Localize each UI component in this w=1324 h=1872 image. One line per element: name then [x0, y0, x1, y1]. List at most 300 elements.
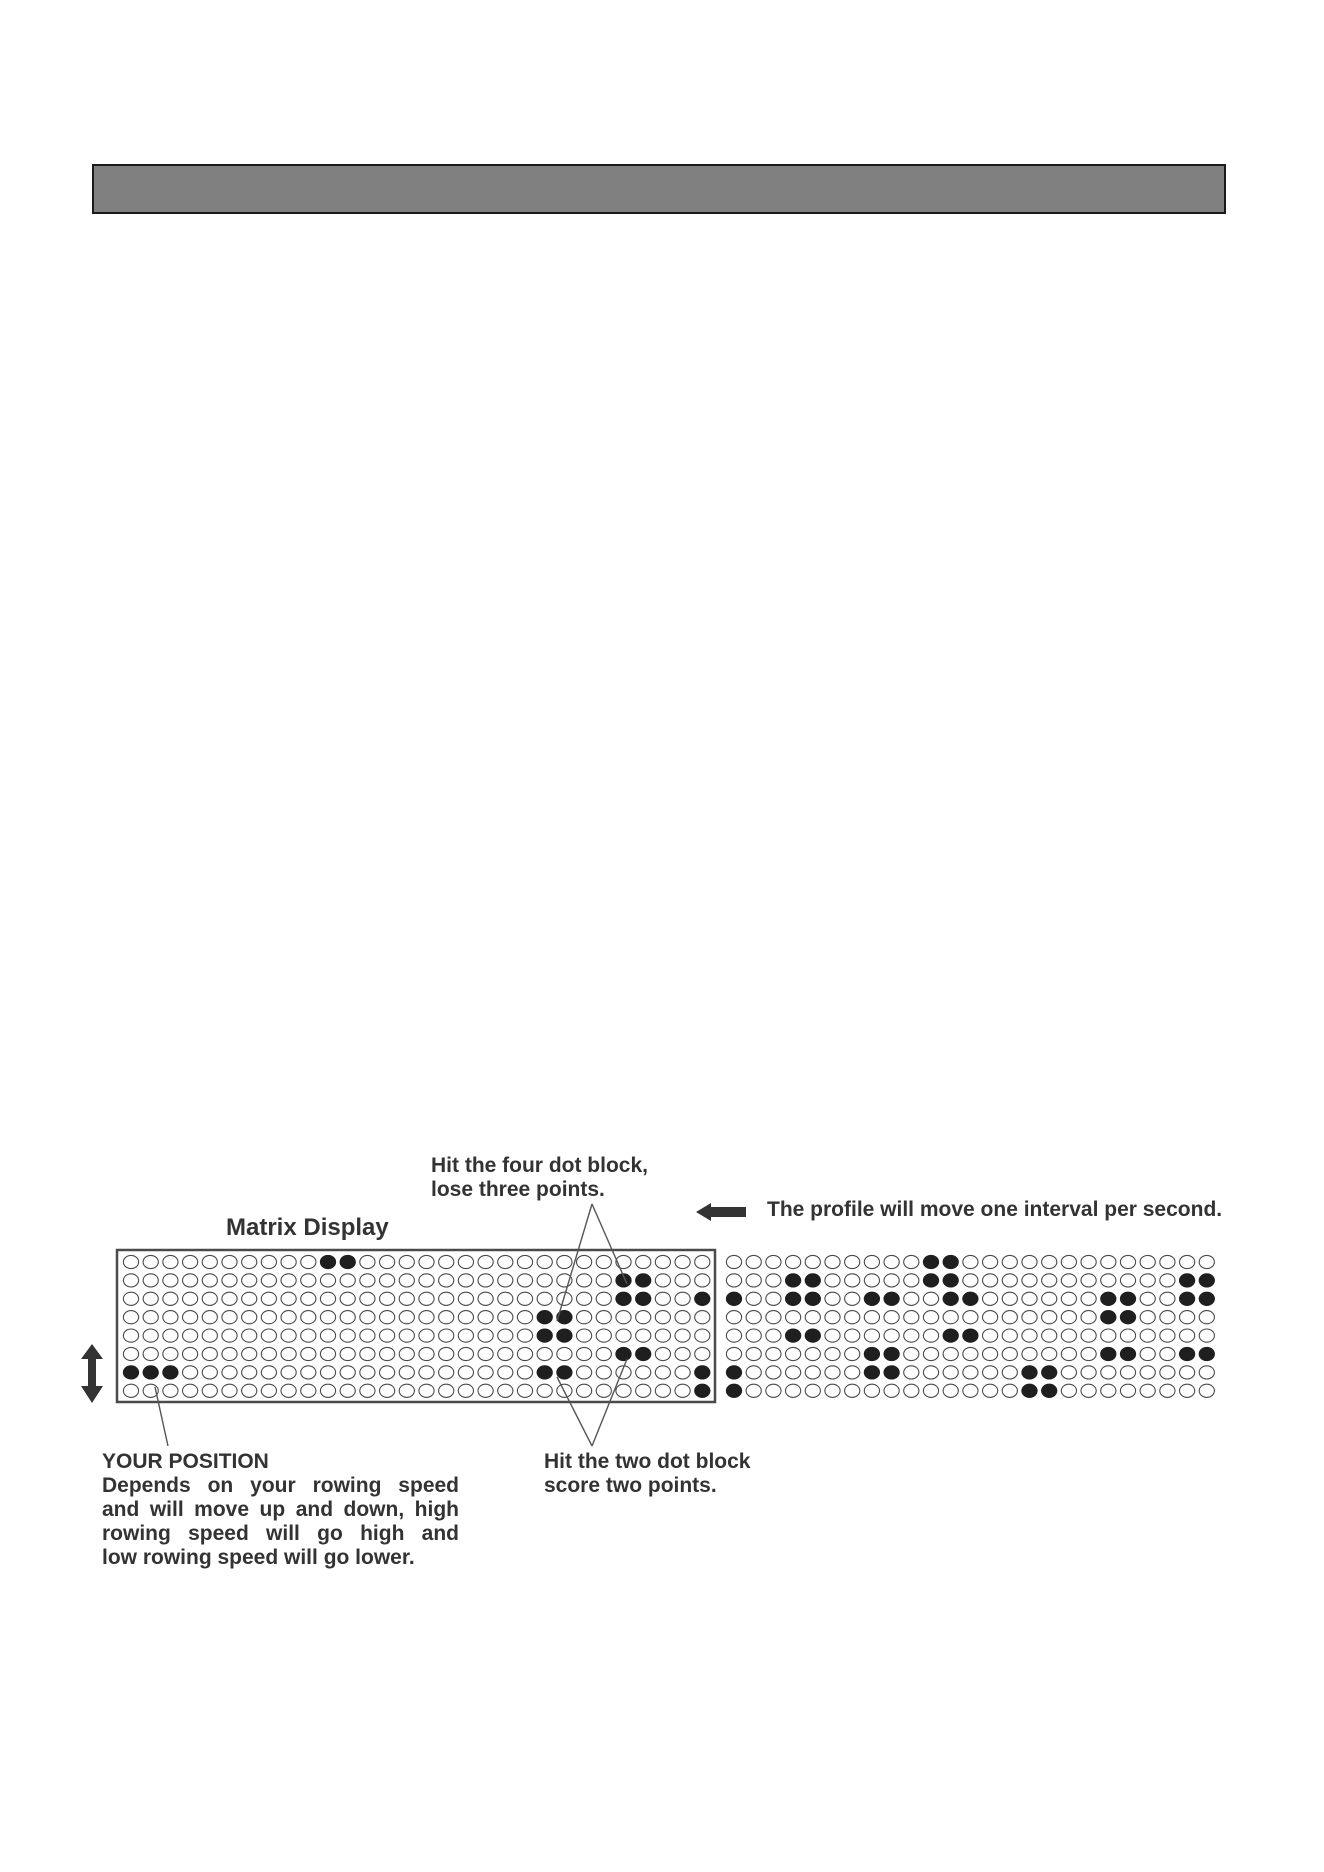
matrix-dot-empty: [281, 1384, 296, 1397]
matrix-dot-empty: [655, 1255, 670, 1268]
matrix-dot-empty: [1199, 1329, 1214, 1342]
matrix-dot-empty: [380, 1347, 395, 1360]
matrix-dot-empty: [904, 1366, 919, 1379]
matrix-dot-empty: [1042, 1311, 1057, 1324]
matrix-dot-empty: [360, 1311, 375, 1324]
matrix-dot-filled: [805, 1292, 820, 1305]
matrix-dot-empty: [1081, 1366, 1096, 1379]
matrix-dot-empty: [1081, 1292, 1096, 1305]
matrix-dot-filled: [1199, 1274, 1214, 1287]
matrix-dot-filled: [537, 1329, 552, 1342]
matrix-dot-empty: [498, 1255, 513, 1268]
matrix-dot-empty: [636, 1255, 651, 1268]
matrix-dot-empty: [143, 1347, 158, 1360]
matrix-dot-empty: [1140, 1366, 1155, 1379]
matrix-dot-empty: [1061, 1329, 1076, 1342]
matrix-dot-empty: [805, 1255, 820, 1268]
matrix-dot-empty: [1061, 1274, 1076, 1287]
up-down-arrow-icon: [81, 1344, 103, 1403]
matrix-dot-empty: [1042, 1347, 1057, 1360]
matrix-dot-empty: [864, 1274, 879, 1287]
matrix-dot-empty: [577, 1311, 592, 1324]
matrix-dot-empty: [766, 1255, 781, 1268]
matrix-dot-empty: [695, 1329, 710, 1342]
matrix-dot-empty: [1101, 1384, 1116, 1397]
matrix-dot-empty: [439, 1347, 454, 1360]
matrix-dot-empty: [439, 1366, 454, 1379]
matrix-dot-empty: [537, 1347, 552, 1360]
matrix-dot-empty: [399, 1329, 414, 1342]
matrix-dot-empty: [695, 1311, 710, 1324]
matrix-dot-empty: [963, 1255, 978, 1268]
matrix-dot-empty: [261, 1366, 276, 1379]
matrix-dot-empty: [1140, 1329, 1155, 1342]
matrix-dot-empty: [517, 1347, 532, 1360]
matrix-dot-empty: [1160, 1255, 1175, 1268]
matrix-dot-empty: [419, 1274, 434, 1287]
matrix-dot-empty: [419, 1292, 434, 1305]
matrix-dot-empty: [163, 1292, 178, 1305]
matrix-dot-empty: [1120, 1274, 1135, 1287]
matrix-dot-empty: [746, 1274, 761, 1287]
matrix-dot-empty: [1180, 1329, 1195, 1342]
matrix-dot-empty: [963, 1366, 978, 1379]
matrix-dot-empty: [183, 1384, 198, 1397]
matrix-dot-empty: [904, 1255, 919, 1268]
matrix-dot-empty: [1002, 1274, 1017, 1287]
matrix-dot-empty: [963, 1274, 978, 1287]
matrix-dot-empty: [766, 1384, 781, 1397]
matrix-dot-empty: [301, 1366, 316, 1379]
matrix-dot-empty: [675, 1366, 690, 1379]
matrix-dot-empty: [904, 1384, 919, 1397]
matrix-dot-empty: [202, 1329, 217, 1342]
matrix-dot-empty: [577, 1384, 592, 1397]
matrix-dot-filled: [1180, 1274, 1195, 1287]
matrix-dot-empty: [596, 1384, 611, 1397]
matrix-dot-empty: [123, 1311, 138, 1324]
matrix-dot-empty: [1120, 1255, 1135, 1268]
matrix-dot-empty: [458, 1384, 473, 1397]
matrix-dot-filled: [636, 1274, 651, 1287]
matrix-dot-empty: [577, 1347, 592, 1360]
matrix-dot-filled: [1120, 1347, 1135, 1360]
matrix-dot-empty: [1199, 1366, 1214, 1379]
matrix-dot-empty: [786, 1384, 801, 1397]
matrix-dot-filled: [943, 1329, 958, 1342]
matrix-dot-empty: [320, 1347, 335, 1360]
matrix-dot-empty: [1081, 1274, 1096, 1287]
matrix-dot-filled: [695, 1366, 710, 1379]
matrix-dot-empty: [301, 1329, 316, 1342]
matrix-dot-empty: [399, 1255, 414, 1268]
matrix-dot-empty: [1160, 1311, 1175, 1324]
matrix-dot-empty: [845, 1255, 860, 1268]
matrix-dot-empty: [655, 1329, 670, 1342]
matrix-dot-filled: [123, 1366, 138, 1379]
matrix-dot-empty: [123, 1292, 138, 1305]
matrix-dot-empty: [746, 1329, 761, 1342]
matrix-dot-filled: [537, 1366, 552, 1379]
matrix-dot-empty: [1061, 1384, 1076, 1397]
matrix-dot-empty: [419, 1384, 434, 1397]
matrix-dot-empty: [419, 1366, 434, 1379]
matrix-dot-empty: [596, 1274, 611, 1287]
matrix-dot-empty: [596, 1255, 611, 1268]
matrix-dot-empty: [695, 1347, 710, 1360]
matrix-dot-empty: [675, 1384, 690, 1397]
matrix-dot-empty: [636, 1329, 651, 1342]
matrix-dot-empty: [766, 1347, 781, 1360]
matrix-dot-empty: [904, 1274, 919, 1287]
matrix-dot-empty: [183, 1347, 198, 1360]
matrix-dot-empty: [143, 1292, 158, 1305]
matrix-display-title: Matrix Display: [226, 1214, 389, 1241]
matrix-dot-empty: [458, 1255, 473, 1268]
matrix-dot-empty: [1022, 1311, 1037, 1324]
matrix-dot-empty: [163, 1274, 178, 1287]
matrix-dot-empty: [845, 1329, 860, 1342]
matrix-dot-filled: [1042, 1384, 1057, 1397]
matrix-dot-empty: [983, 1255, 998, 1268]
matrix-dot-empty: [1081, 1384, 1096, 1397]
matrix-dot-empty: [864, 1255, 879, 1268]
matrix-dot-empty: [399, 1366, 414, 1379]
matrix-dot-empty: [360, 1292, 375, 1305]
matrix-dot-empty: [557, 1255, 572, 1268]
matrix-dot-empty: [301, 1255, 316, 1268]
matrix-dot-empty: [825, 1347, 840, 1360]
matrix-dot-empty: [183, 1311, 198, 1324]
matrix-dot-empty: [478, 1347, 493, 1360]
matrix-dot-empty: [825, 1329, 840, 1342]
matrix-dot-empty: [517, 1311, 532, 1324]
matrix-dot-empty: [242, 1255, 257, 1268]
matrix-dot-empty: [1002, 1311, 1017, 1324]
matrix-dot-empty: [695, 1255, 710, 1268]
matrix-dot-empty: [596, 1366, 611, 1379]
matrix-dot-empty: [123, 1274, 138, 1287]
matrix-dot-empty: [1140, 1384, 1155, 1397]
matrix-dot-empty: [1002, 1255, 1017, 1268]
matrix-dot-empty: [478, 1255, 493, 1268]
matrix-dot-filled: [1101, 1292, 1116, 1305]
matrix-dot-empty: [923, 1292, 938, 1305]
matrix-dot-empty: [261, 1311, 276, 1324]
matrix-dot-filled: [1042, 1366, 1057, 1379]
matrix-dot-empty: [1140, 1274, 1155, 1287]
matrix-dot-empty: [1002, 1347, 1017, 1360]
matrix-dot-empty: [1199, 1255, 1214, 1268]
matrix-dot-empty: [478, 1384, 493, 1397]
matrix-dot-empty: [281, 1311, 296, 1324]
matrix-dot-empty: [1160, 1384, 1175, 1397]
matrix-dot-empty: [845, 1292, 860, 1305]
matrix-dot-empty: [786, 1366, 801, 1379]
matrix-dot-empty: [746, 1292, 761, 1305]
matrix-dot-filled: [1101, 1347, 1116, 1360]
matrix-dot-empty: [380, 1366, 395, 1379]
matrix-dot-empty: [261, 1292, 276, 1305]
matrix-dot-empty: [1042, 1274, 1057, 1287]
matrix-dot-empty: [399, 1274, 414, 1287]
matrix-dot-empty: [399, 1347, 414, 1360]
matrix-dot-filled: [163, 1366, 178, 1379]
matrix-dot-empty: [923, 1366, 938, 1379]
matrix-dot-empty: [202, 1274, 217, 1287]
matrix-dot-filled: [943, 1274, 958, 1287]
matrix-dot-filled: [1022, 1384, 1037, 1397]
matrix-dot-empty: [222, 1347, 237, 1360]
matrix-dot-empty: [943, 1311, 958, 1324]
matrix-dot-empty: [636, 1366, 651, 1379]
matrix-dot-filled: [1120, 1311, 1135, 1324]
matrix-dot-empty: [458, 1366, 473, 1379]
matrix-dot-empty: [825, 1292, 840, 1305]
matrix-dot-empty: [766, 1311, 781, 1324]
matrix-dot-empty: [675, 1347, 690, 1360]
matrix-dot-empty: [923, 1384, 938, 1397]
matrix-dot-filled: [923, 1255, 938, 1268]
matrix-dot-empty: [439, 1311, 454, 1324]
matrix-dot-empty: [786, 1255, 801, 1268]
matrix-dot-empty: [1022, 1255, 1037, 1268]
matrix-dot-filled: [340, 1255, 355, 1268]
matrix-dot-empty: [242, 1292, 257, 1305]
matrix-dot-empty: [726, 1255, 741, 1268]
matrix-dot-filled: [786, 1329, 801, 1342]
matrix-dot-empty: [1180, 1255, 1195, 1268]
dot-matrix: [123, 1255, 1214, 1397]
matrix-dot-empty: [458, 1329, 473, 1342]
matrix-dot-empty: [805, 1311, 820, 1324]
matrix-dot-empty: [675, 1311, 690, 1324]
matrix-dot-empty: [498, 1292, 513, 1305]
matrix-dot-empty: [419, 1329, 434, 1342]
matrix-dot-empty: [183, 1274, 198, 1287]
matrix-dot-empty: [596, 1292, 611, 1305]
matrix-dot-empty: [1160, 1329, 1175, 1342]
matrix-dot-empty: [242, 1274, 257, 1287]
matrix-dot-empty: [498, 1384, 513, 1397]
matrix-dot-empty: [825, 1255, 840, 1268]
matrix-dot-empty: [517, 1329, 532, 1342]
matrix-dot-empty: [636, 1311, 651, 1324]
matrix-dot-empty: [320, 1274, 335, 1287]
matrix-dot-empty: [380, 1311, 395, 1324]
matrix-dot-empty: [419, 1347, 434, 1360]
matrix-dot-empty: [301, 1384, 316, 1397]
matrix-dot-empty: [884, 1311, 899, 1324]
matrix-dot-empty: [360, 1329, 375, 1342]
matrix-dot-empty: [845, 1384, 860, 1397]
matrix-dot-filled: [557, 1366, 572, 1379]
matrix-dot-empty: [478, 1292, 493, 1305]
matrix-dot-empty: [301, 1311, 316, 1324]
matrix-dot-empty: [340, 1366, 355, 1379]
matrix-dot-empty: [864, 1384, 879, 1397]
matrix-dot-empty: [261, 1255, 276, 1268]
matrix-dot-empty: [1160, 1366, 1175, 1379]
matrix-dot-empty: [340, 1311, 355, 1324]
matrix-dot-empty: [1140, 1311, 1155, 1324]
matrix-dot-empty: [360, 1347, 375, 1360]
matrix-dot-empty: [261, 1384, 276, 1397]
matrix-dot-empty: [577, 1255, 592, 1268]
matrix-dot-empty: [222, 1366, 237, 1379]
matrix-dot-empty: [261, 1329, 276, 1342]
matrix-dot-empty: [380, 1384, 395, 1397]
matrix-dot-filled: [805, 1274, 820, 1287]
matrix-dot-empty: [320, 1311, 335, 1324]
your-position-note: [102, 1450, 459, 1570]
matrix-dot-empty: [1120, 1329, 1135, 1342]
matrix-dot-empty: [143, 1255, 158, 1268]
note-line: Hit the four dot block,: [431, 1154, 648, 1177]
matrix-dot-empty: [439, 1274, 454, 1287]
matrix-dot-empty: [163, 1255, 178, 1268]
matrix-dot-empty: [1022, 1292, 1037, 1305]
matrix-dot-empty: [439, 1292, 454, 1305]
matrix-dot-empty: [1160, 1274, 1175, 1287]
matrix-dot-empty: [380, 1292, 395, 1305]
matrix-dot-empty: [805, 1384, 820, 1397]
matrix-dot-empty: [766, 1292, 781, 1305]
matrix-dot-empty: [439, 1384, 454, 1397]
matrix-dot-empty: [222, 1255, 237, 1268]
matrix-dot-empty: [726, 1274, 741, 1287]
matrix-dot-empty: [143, 1311, 158, 1324]
matrix-dot-filled: [884, 1292, 899, 1305]
note-line: Depends on your rowing speed: [102, 1474, 459, 1497]
matrix-dot-empty: [419, 1311, 434, 1324]
matrix-dot-filled: [616, 1292, 631, 1305]
matrix-dot-empty: [281, 1255, 296, 1268]
matrix-dot-empty: [1061, 1347, 1076, 1360]
matrix-dot-empty: [517, 1292, 532, 1305]
note-line: and will move up and down, high: [102, 1498, 459, 1521]
matrix-dot-empty: [983, 1347, 998, 1360]
matrix-dot-empty: [380, 1274, 395, 1287]
matrix-dot-empty: [360, 1384, 375, 1397]
matrix-dot-empty: [360, 1274, 375, 1287]
matrix-dot-empty: [222, 1384, 237, 1397]
matrix-dot-empty: [202, 1384, 217, 1397]
matrix-dot-empty: [478, 1274, 493, 1287]
matrix-dot-empty: [537, 1292, 552, 1305]
matrix-dot-empty: [1022, 1274, 1037, 1287]
matrix-dot-empty: [1081, 1311, 1096, 1324]
matrix-dot-empty: [884, 1329, 899, 1342]
matrix-dot-empty: [340, 1384, 355, 1397]
matrix-dot-empty: [557, 1347, 572, 1360]
matrix-dot-empty: [202, 1347, 217, 1360]
matrix-dot-empty: [1199, 1384, 1214, 1397]
matrix-dot-empty: [458, 1347, 473, 1360]
matrix-dot-empty: [655, 1384, 670, 1397]
matrix-dot-empty: [1042, 1255, 1057, 1268]
matrix-dot-empty: [498, 1347, 513, 1360]
matrix-dot-empty: [242, 1347, 257, 1360]
matrix-dot-empty: [577, 1329, 592, 1342]
matrix-dot-empty: [458, 1311, 473, 1324]
matrix-dot-filled: [695, 1292, 710, 1305]
matrix-dot-empty: [655, 1366, 670, 1379]
matrix-dot-empty: [1081, 1329, 1096, 1342]
matrix-dot-filled: [1120, 1292, 1135, 1305]
matrix-dot-empty: [301, 1292, 316, 1305]
matrix-dot-empty: [616, 1329, 631, 1342]
matrix-dot-filled: [537, 1311, 552, 1324]
matrix-dot-filled: [726, 1384, 741, 1397]
matrix-dot-filled: [943, 1292, 958, 1305]
matrix-dot-empty: [746, 1366, 761, 1379]
matrix-dot-empty: [380, 1329, 395, 1342]
matrix-dot-empty: [1042, 1329, 1057, 1342]
matrix-dot-filled: [786, 1292, 801, 1305]
matrix-dot-empty: [616, 1255, 631, 1268]
matrix-dot-empty: [1081, 1347, 1096, 1360]
matrix-dot-empty: [183, 1292, 198, 1305]
matrix-dot-empty: [1061, 1292, 1076, 1305]
matrix-dot-empty: [1002, 1329, 1017, 1342]
matrix-dot-filled: [320, 1255, 335, 1268]
matrix-dot-empty: [419, 1255, 434, 1268]
matrix-dot-empty: [380, 1255, 395, 1268]
matrix-dot-filled: [864, 1347, 879, 1360]
matrix-dot-filled: [1022, 1366, 1037, 1379]
matrix-dot-filled: [1180, 1292, 1195, 1305]
matrix-dot-empty: [163, 1329, 178, 1342]
matrix-dot-empty: [439, 1329, 454, 1342]
matrix-dot-empty: [498, 1366, 513, 1379]
matrix-dot-empty: [202, 1366, 217, 1379]
matrix-dot-empty: [825, 1384, 840, 1397]
matrix-dot-empty: [202, 1311, 217, 1324]
matrix-dot-empty: [655, 1274, 670, 1287]
matrix-dot-empty: [904, 1311, 919, 1324]
matrix-dot-empty: [845, 1311, 860, 1324]
matrix-dot-empty: [498, 1274, 513, 1287]
matrix-dot-empty: [222, 1311, 237, 1324]
matrix-dot-empty: [478, 1366, 493, 1379]
matrix-dot-empty: [1101, 1255, 1116, 1268]
matrix-dot-empty: [983, 1384, 998, 1397]
matrix-dot-empty: [746, 1384, 761, 1397]
matrix-dot-empty: [261, 1274, 276, 1287]
matrix-dot-empty: [340, 1347, 355, 1360]
matrix-dot-empty: [943, 1347, 958, 1360]
note-line: low rowing speed will go lower.: [102, 1546, 415, 1569]
matrix-dot-empty: [746, 1255, 761, 1268]
matrix-dot-filled: [1101, 1311, 1116, 1324]
matrix-dot-empty: [695, 1274, 710, 1287]
matrix-dot-empty: [439, 1255, 454, 1268]
matrix-dot-empty: [1061, 1311, 1076, 1324]
matrix-dot-empty: [183, 1329, 198, 1342]
matrix-dot-filled: [864, 1366, 879, 1379]
matrix-dot-filled: [1199, 1292, 1214, 1305]
matrix-dot-empty: [517, 1274, 532, 1287]
matrix-dot-empty: [183, 1366, 198, 1379]
matrix-dot-empty: [1002, 1292, 1017, 1305]
matrix-dot-empty: [222, 1292, 237, 1305]
matrix-dot-empty: [983, 1311, 998, 1324]
matrix-dot-empty: [1061, 1366, 1076, 1379]
note-heading: YOUR POSITION: [102, 1450, 269, 1473]
matrix-dot-empty: [123, 1384, 138, 1397]
four-dot-block-note: [431, 1154, 648, 1202]
